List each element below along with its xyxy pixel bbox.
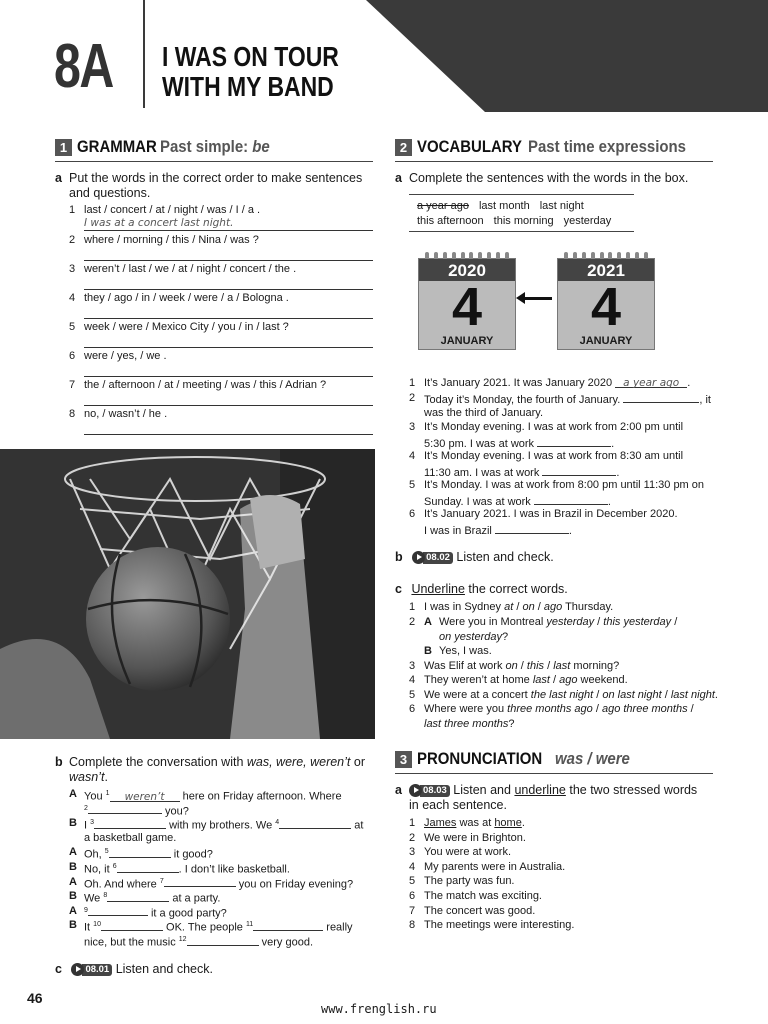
conversation-line: Oh. And where $^7$ you on Friday evening? bbox=[84, 875, 353, 892]
vocabulary-c-instruction: c Underline the correct words. bbox=[395, 582, 568, 596]
word-option[interactable]: this yesterday bbox=[603, 616, 672, 628]
item-number: 3 bbox=[409, 846, 416, 859]
blank-number: 4 bbox=[275, 819, 280, 827]
item-prompt: last / concert / at / night / was / I / a . bbox=[84, 204, 261, 216]
word-option[interactable]: last bbox=[553, 660, 571, 672]
answer-text: I was at a concert last night. bbox=[84, 217, 234, 229]
sentence-line: Sunday. I was at work . bbox=[424, 493, 611, 510]
choice-sentence: Where were you three months ago / ago three months / bbox=[424, 703, 694, 715]
answer-blank[interactable] bbox=[537, 435, 611, 447]
pronunciation-sentence[interactable]: My parents were in Australia. bbox=[424, 860, 566, 873]
word-option[interactable]: last night bbox=[670, 689, 715, 701]
speaker-label: A bbox=[69, 904, 77, 917]
choice-sentence-cont: last three months? bbox=[424, 717, 515, 730]
conversation-line: a basketball game. bbox=[84, 831, 177, 844]
answer-blank[interactable] bbox=[164, 875, 236, 887]
item-number: 5 bbox=[69, 321, 76, 333]
blank-number: 5 bbox=[104, 848, 109, 856]
answer-blank[interactable] bbox=[623, 391, 699, 403]
item-number: 5 bbox=[409, 689, 416, 701]
blank-number: 7 bbox=[159, 877, 164, 885]
answer-line[interactable] bbox=[84, 363, 373, 377]
conversation-line: You $^1$ weren’t here on Friday afternoon. Where bbox=[84, 790, 342, 803]
sentence-line: 5:30 pm. I was at work . bbox=[424, 435, 614, 452]
answer-blank[interactable] bbox=[88, 904, 148, 916]
answer-line[interactable] bbox=[84, 305, 373, 319]
item-number: 2 bbox=[409, 616, 416, 628]
section-title: GRAMMAR bbox=[77, 137, 157, 156]
basketball-dunk-image bbox=[0, 449, 375, 739]
item-number: 4 bbox=[409, 860, 416, 873]
answer-blank[interactable] bbox=[542, 464, 616, 476]
pronunciation-sentence[interactable]: The party was fun. bbox=[424, 875, 515, 888]
item-number: 5 bbox=[409, 479, 416, 491]
calendar-2020: 2020 4 JANUARY bbox=[418, 258, 516, 350]
answer-line[interactable] bbox=[84, 217, 373, 231]
audio-play-button[interactable]: 08.02 bbox=[412, 550, 453, 565]
section-subtitle: was / were bbox=[555, 749, 631, 768]
calendar-2021: 2021 4 JANUARY bbox=[557, 258, 655, 350]
answer-line[interactable] bbox=[84, 421, 373, 435]
word-box-item: yesterday bbox=[563, 215, 612, 227]
speaker-label: A bbox=[69, 875, 77, 888]
answer-line[interactable] bbox=[84, 392, 373, 406]
word-option[interactable]: ago bbox=[543, 601, 563, 613]
item-number: 4 bbox=[409, 674, 416, 686]
blank-number: 1 bbox=[105, 790, 110, 797]
unit-title bbox=[162, 42, 339, 102]
blank-number: 12 bbox=[178, 936, 187, 943]
audio-play-button[interactable]: 08.03 bbox=[409, 783, 450, 798]
page-number: 46 bbox=[27, 990, 43, 1006]
blank-number: 3 bbox=[90, 819, 95, 827]
item-prompt: week / were / Mexico City / you / in / last ? bbox=[84, 321, 289, 333]
unit-code: 8A bbox=[54, 32, 113, 101]
blank-number: 8 bbox=[103, 892, 108, 900]
item-number: 6 bbox=[409, 703, 416, 715]
word-box bbox=[409, 194, 634, 232]
stressed-word: James bbox=[424, 817, 457, 829]
item-number: 4 bbox=[69, 292, 76, 304]
conversation-line: I $^3$ with my brothers. We $^4$ at bbox=[84, 816, 363, 833]
arrow-left-icon bbox=[524, 297, 552, 300]
item-prompt: they / ago / in / week / were / a / Bologna . bbox=[84, 292, 289, 304]
grammar-header bbox=[55, 137, 373, 162]
sentence-line: It’s January 2021. I was in Brazil in December 2020. bbox=[424, 508, 678, 520]
item-number: 8 bbox=[69, 408, 76, 420]
choice-sentence: They weren’t at home last / ago weekend. bbox=[424, 674, 628, 686]
pronunciation-sentence[interactable]: The meetings were interesting. bbox=[424, 919, 575, 932]
stressed-word: home bbox=[494, 817, 522, 829]
section-subtitle: Past simple: be bbox=[159, 137, 270, 156]
speaker-label: A bbox=[424, 616, 432, 628]
word-option[interactable]: on bbox=[522, 601, 535, 613]
basketball-photo bbox=[0, 449, 375, 739]
answer-blank[interactable] bbox=[94, 817, 166, 829]
speaker-label: B bbox=[424, 645, 432, 657]
item-prompt: no, / wasn’t / he . bbox=[84, 408, 168, 420]
blank-number: 11 bbox=[245, 921, 254, 929]
answer-blank[interactable] bbox=[253, 919, 323, 931]
word-option[interactable]: on last night bbox=[602, 689, 662, 701]
sentence-line: Today it’s Monday, the fourth of January. , it bbox=[424, 391, 711, 408]
answer-blank[interactable] bbox=[109, 846, 171, 858]
sentence-line: was the third of January. bbox=[424, 406, 544, 419]
word-option[interactable]: on bbox=[505, 660, 518, 672]
blank-number: 6 bbox=[112, 863, 117, 870]
word-option[interactable]: yesterday bbox=[546, 616, 595, 628]
speaker-label: A bbox=[69, 788, 77, 800]
section-subtitle: Past time expressions bbox=[528, 137, 687, 156]
answer-line[interactable] bbox=[84, 276, 373, 290]
conversation-line: Oh, $^5$ it good? bbox=[84, 845, 213, 862]
pronunciation-header bbox=[395, 749, 713, 774]
conversation-line: It $^{10}$ OK. The people $^{11}$ really bbox=[84, 918, 353, 935]
vocabulary-header bbox=[395, 137, 713, 162]
item-number: 2 bbox=[69, 234, 76, 246]
choice-sentence: Were you in Montreal yesterday / this yesterday / bbox=[439, 616, 678, 628]
answer-blank[interactable] bbox=[279, 817, 351, 829]
grammar-b-instruction: b Complete the conversation with was, were, weren’t or wasn’t. bbox=[55, 755, 365, 784]
answer-blank[interactable] bbox=[495, 522, 569, 534]
item-number: 1 bbox=[409, 817, 416, 829]
section-title: VOCABULARY bbox=[417, 137, 523, 156]
pronunciation-sentence[interactable]: We were in Brighton. bbox=[424, 831, 526, 844]
item-number: 6 bbox=[409, 890, 416, 902]
word-box-item: last night bbox=[539, 200, 584, 212]
item-number: 7 bbox=[69, 379, 76, 391]
section-title: PRONUNCIATION bbox=[417, 749, 543, 768]
sentence-line: I was in Brazil . bbox=[424, 522, 572, 539]
blank-number: 10 bbox=[93, 921, 101, 929]
word-box-item: this afternoon bbox=[417, 215, 484, 227]
answer-blank[interactable] bbox=[110, 790, 180, 802]
speaker-label: B bbox=[69, 861, 77, 873]
conversation-line: $^2$ you? bbox=[84, 802, 189, 819]
conversation-line: We $^8$ at a party. bbox=[84, 889, 220, 906]
choice-sentence: Was Elif at work on / this / last morning? bbox=[424, 660, 620, 672]
speaker-label: B bbox=[69, 919, 77, 932]
item-number: 1 bbox=[69, 204, 76, 216]
word-box-item: a year ago bbox=[417, 200, 469, 212]
sentence-line: 11:30 am. I was at work . bbox=[424, 464, 619, 481]
item-number: 5 bbox=[409, 875, 416, 888]
word-option[interactable]: last bbox=[532, 674, 550, 686]
item-prompt: were / yes, / we . bbox=[84, 350, 167, 362]
section-number: 2 bbox=[395, 139, 412, 156]
word-box-item: last month bbox=[478, 200, 530, 212]
vocabulary-a-instruction: a Complete the sentences with the words in the box. bbox=[395, 171, 689, 185]
audio-play-button[interactable]: 08.01 bbox=[71, 962, 112, 977]
sentence-line: It’s Monday. I was at work from 8:00 pm until 11:30 pm on bbox=[424, 479, 705, 491]
word-box-item: this morning bbox=[493, 215, 554, 227]
sentence-line: It’s January 2021. It was January 2020 a year ago . bbox=[424, 377, 691, 389]
blank-number: 9 bbox=[84, 906, 88, 914]
choice-sentence: I was in Sydney at / on / ago Thursday. bbox=[424, 601, 614, 613]
speaker-label: A bbox=[69, 846, 77, 859]
pronunciation-a-instruction: a 08.03 Listen and underline the two stressed words in each sentence. bbox=[395, 783, 698, 813]
grammar-c: c 08.01 Listen and check. bbox=[55, 962, 213, 976]
unit-title-line1: I WAS ON TOUR bbox=[162, 41, 339, 72]
item-number: 2 bbox=[409, 392, 416, 404]
item-prompt: weren’t / last / we / at / night / concert / the . bbox=[84, 263, 297, 275]
item-number: 3 bbox=[409, 660, 416, 672]
item-prompt: the / afternoon / at / meeting / was / this / Adrian ? bbox=[84, 379, 327, 391]
item-number: 4 bbox=[409, 450, 416, 462]
item-number: 3 bbox=[409, 421, 416, 433]
word-option[interactable]: at bbox=[504, 601, 514, 613]
word-option[interactable]: ago bbox=[559, 674, 578, 686]
answer-blank[interactable] bbox=[534, 493, 608, 505]
answer-line[interactable] bbox=[84, 247, 373, 261]
section-number: 1 bbox=[55, 139, 72, 156]
vocabulary-b: b 08.02 Listen and check. bbox=[395, 550, 554, 564]
item-number: 2 bbox=[409, 831, 416, 844]
word-option[interactable]: on yesterday bbox=[439, 630, 502, 643]
answer-blank[interactable] bbox=[117, 861, 179, 873]
choice-sentence: We were at a concert the last night / on last night / last night. bbox=[424, 689, 718, 701]
item-number: 7 bbox=[409, 904, 416, 917]
pronunciation-sentence[interactable]: You were at work. bbox=[424, 846, 512, 859]
word-option[interactable]: three months ago bbox=[507, 703, 593, 715]
item-number: 6 bbox=[69, 350, 76, 362]
word-option[interactable]: ago three months bbox=[601, 703, 688, 715]
item-number: 6 bbox=[409, 508, 416, 520]
item-number: 1 bbox=[409, 601, 416, 613]
grammar-a-instruction: a Put the words in the correct order to make sentences and questions. bbox=[55, 171, 363, 200]
item-number: 8 bbox=[409, 919, 416, 932]
word-option[interactable]: this bbox=[526, 660, 545, 672]
answer-text: weren’t bbox=[124, 790, 165, 803]
item-number: 3 bbox=[69, 263, 76, 275]
unit-title-line2: WITH MY BAND bbox=[162, 71, 334, 102]
blank-number: 2 bbox=[84, 804, 88, 812]
speaker-label: B bbox=[69, 817, 77, 830]
pronunciation-sentence[interactable]: The match was exciting. bbox=[424, 890, 542, 902]
footer-url: www.frenglish.ru bbox=[321, 1002, 437, 1016]
sentence-line: It’s Monday evening. I was at work from 2:00 pm until bbox=[424, 421, 684, 433]
answer-blank[interactable] bbox=[101, 919, 163, 931]
item-prompt: where / morning / this / Nina / was ? bbox=[84, 234, 259, 246]
conversation-line: nice, but the music $^{12}$ very good. bbox=[84, 933, 313, 950]
choice-sentence: Yes, I was. bbox=[439, 645, 492, 657]
answer-line[interactable] bbox=[84, 334, 373, 348]
answer-blank[interactable] bbox=[187, 934, 259, 946]
word-option[interactable]: the last night bbox=[530, 689, 594, 701]
choice-sentence-cont: on yesterday? bbox=[439, 630, 509, 643]
section-number: 3 bbox=[395, 751, 412, 768]
pronunciation-sentence[interactable]: James was at home. bbox=[424, 817, 525, 829]
word-option[interactable]: last three months bbox=[424, 717, 509, 730]
speaker-label: B bbox=[69, 890, 77, 903]
answer-blank[interactable] bbox=[88, 802, 162, 814]
answer-blank[interactable] bbox=[107, 890, 169, 902]
header-divider bbox=[143, 0, 145, 108]
conversation-line: No, it $^6$ . I don’t like basketball. bbox=[84, 860, 290, 877]
item-number: 1 bbox=[409, 377, 416, 389]
pronunciation-sentence[interactable]: The concert was good. bbox=[424, 904, 536, 917]
conversation-line: $^9$ it a good party? bbox=[84, 904, 227, 921]
sentence-line: It’s Monday evening. I was at work from 8:30 am until bbox=[424, 450, 684, 462]
answer-blank[interactable] bbox=[615, 376, 687, 388]
answer-text: a year ago bbox=[623, 377, 680, 389]
